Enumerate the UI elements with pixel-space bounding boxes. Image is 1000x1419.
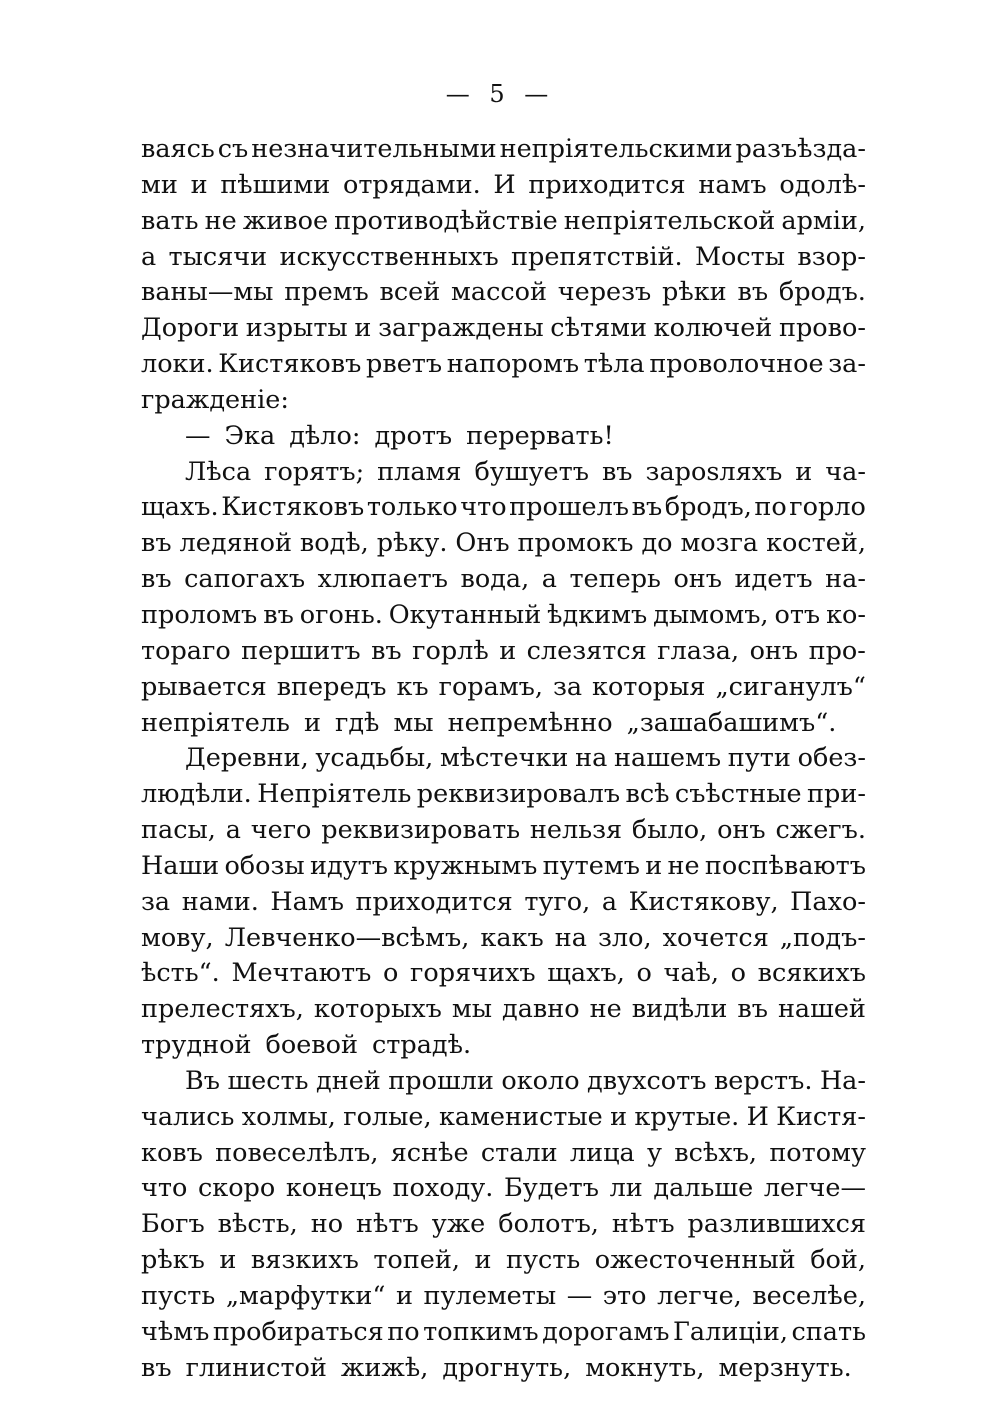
word: прово- [778,313,866,344]
word: страдѣ. [372,1030,472,1061]
word: а [541,564,557,595]
word: рветъ [366,349,443,380]
word: и [474,1245,492,1276]
word: и [354,313,372,344]
word: конецъ [285,1173,382,1204]
word: за [141,886,171,917]
text-line [141,204,866,240]
word: „зашабашимъ“. [626,707,837,738]
word: щахъ. [141,492,219,523]
word: пасы, [141,815,216,846]
word: колючей [653,313,773,344]
word: стали [480,1137,558,1168]
word: онъ [717,815,766,846]
text-line [141,634,866,670]
word: и [396,1281,413,1311]
word: легче— [763,1173,866,1204]
word: въ [631,492,663,523]
word: — [566,1281,593,1311]
word: слезятся [526,635,647,666]
word: пусть [141,1281,216,1311]
word: непріятель [141,707,290,738]
word: лица [569,1137,635,1168]
word: — [185,420,211,451]
word: спать [791,1316,866,1347]
word: препятствій. [511,241,683,272]
word: нами. [181,886,259,917]
word: съѣстные [674,779,802,810]
word: рѣкъ [141,1245,205,1276]
word: локи. [141,349,214,380]
word: заграждены [378,313,544,344]
word: ваясь [141,134,215,164]
word: что [460,492,507,523]
text-line [141,1207,866,1243]
word: отрядами. [342,169,481,200]
word: съ [217,134,249,164]
word: кружнымъ [393,850,538,881]
text-line [141,1064,866,1100]
word: приходится [355,886,513,917]
word: мову, [141,922,214,953]
word: а [225,815,241,846]
word: всѣхъ, [674,1137,758,1168]
word: непріятельской [563,205,776,236]
word: зарosляхъ [645,456,783,487]
word: горамъ, [438,671,543,702]
word: легче, [657,1281,742,1311]
word: каменистые [438,1101,603,1132]
word: ковъ [141,1137,203,1168]
text-line [141,1243,866,1279]
word: бой, [810,1245,866,1276]
word: изрыты [245,313,348,344]
word: ваны—мы [141,277,274,308]
word: поспѣваютъ [704,850,866,881]
word: дѣло: [289,420,361,451]
word: Непріятель [257,779,412,810]
word: въ [141,528,172,559]
word: гдѣ [334,707,380,738]
word: вѣсть, [217,1209,298,1240]
word: нельзя [529,815,623,846]
word: дымомъ, [653,599,769,630]
word: першитъ [241,635,361,666]
word: гражденіе: [141,384,289,415]
word: массой [451,277,547,308]
page-number-header: — 5 — [445,80,555,108]
text-line [141,598,866,634]
word: бродъ, [664,492,752,523]
word: реквизировать [321,815,521,846]
word: пробираться [212,1316,384,1347]
word: бродъ. [778,277,866,308]
word: живое [242,205,329,236]
text-line [141,849,866,885]
text-line [141,777,866,813]
word: веселѣе, [752,1281,866,1311]
word: холмы, [241,1101,336,1132]
word: сѣтями [550,313,647,344]
text-line [141,992,866,1028]
word: было, [631,815,708,846]
word: зло, [598,922,652,953]
word: трудной [141,1030,252,1061]
word: жижѣ, [340,1352,429,1383]
word: горятъ; [264,456,365,487]
word: одолѣ- [779,169,866,200]
word: Окутанный [388,599,542,630]
word: ледяной [179,528,292,559]
word: вязкихъ [250,1245,359,1276]
word: въ [141,1352,172,1383]
word: но [310,1209,344,1240]
word: прошелъ [509,492,630,523]
word: тысячи [168,241,268,272]
word: тѣла [583,349,645,380]
text-line [141,1171,866,1207]
word: мы [393,707,434,738]
word: въ [737,994,768,1025]
word: искусственныхъ [279,241,499,272]
word: про- [808,635,866,666]
text-line [141,490,866,526]
word: ли [609,1173,643,1204]
word: чѣмъ [141,1316,210,1347]
word: пути [727,743,791,774]
word: топей, [373,1245,460,1276]
word: арміи, [781,205,866,236]
word: черезъ [557,277,652,308]
word: и [303,707,321,738]
word: рывается [141,671,267,702]
word: на [554,922,587,953]
word: ча- [825,456,866,487]
word: крутые. [634,1101,740,1132]
word: за [552,671,583,702]
word: скоро [197,1173,276,1204]
word: сжегъ. [775,815,866,846]
word: туго, [524,886,591,917]
word: у [647,1137,663,1168]
word: противодѣйствіе [334,205,558,236]
word: походу. [392,1173,494,1204]
word: въ [601,456,633,487]
word: горячихъ [409,958,536,989]
word: на [575,743,608,774]
word: намъ [698,169,767,200]
word: ми [141,169,178,200]
word: двухсотъ [587,1065,707,1096]
word: и [219,1245,237,1276]
word: голые, [343,1101,432,1132]
word: шесть [227,1065,309,1096]
word: по [754,492,787,523]
text-line [141,956,866,992]
word: пусть [506,1245,581,1276]
word: мѣстечки [439,743,569,774]
word: ѣсть“. [141,958,220,989]
word: Дороги [141,313,240,344]
word: реквизировалъ [416,779,621,810]
word: видѣли [631,994,728,1025]
word: разъѣзда- [735,134,866,164]
word: Эка [224,420,276,451]
word: Левченко—всѣмъ, [224,922,470,953]
word: Кистяковъ [221,492,365,523]
word: давно [502,994,580,1025]
word: щахъ, [547,958,625,989]
word: пулеметы [423,1281,557,1311]
word: болотъ, [498,1209,599,1240]
word: о [636,958,652,989]
text-line [141,240,866,276]
word: премъ [284,277,369,308]
word: мокнуть, [585,1352,705,1383]
word: тораго [141,635,231,666]
word: проволочное [649,349,824,380]
word: Кистякову, [628,886,779,917]
word: горло [789,492,866,523]
text-line [141,383,866,419]
word: Кистяковъ [218,349,362,380]
word: глинистой [185,1352,327,1383]
word: Мосты [694,241,786,272]
text-line [141,921,866,957]
word: потому [769,1137,866,1168]
word: сапогахъ [184,564,306,595]
word: и [190,169,208,200]
word: нашей [777,994,866,1025]
word: до [641,528,673,559]
word: Наши [141,850,220,881]
word: перервать! [466,420,614,451]
word: Кистя- [776,1101,866,1132]
text-line [141,706,866,742]
text-line [141,670,866,706]
word: мозга [680,528,759,559]
word: вода, [460,564,530,595]
word: къ [396,671,429,702]
text-line [141,132,866,168]
word: людѣли. [141,779,252,810]
word: Галиціи, [673,1316,788,1347]
text-line [141,741,866,777]
word: въ [737,277,769,308]
word: Лѣса [185,456,252,487]
word: пѣшими [220,169,331,200]
word: по [387,1316,420,1347]
text-line [141,1136,866,1172]
word: хочется [662,922,769,953]
word: Намъ [270,886,344,917]
word: нашемъ [614,743,722,774]
word: и [645,850,663,881]
word: которыя [592,671,706,702]
word: только [366,492,458,523]
word: не [667,850,700,881]
word: въ [141,564,172,595]
word: дальше [653,1173,754,1204]
word: Будетъ [504,1173,599,1204]
word: обез- [797,743,866,774]
word: уже [431,1209,486,1240]
text-line [141,562,866,598]
word: непремѣнно [447,707,613,738]
word: напоромъ [446,349,580,380]
text-line [141,419,866,455]
word: яснѣе [390,1137,469,1168]
word: непріятельскими [499,134,733,164]
word: рѣку. [376,528,448,559]
word: при- [807,779,866,810]
word: Деревни, [185,743,309,774]
word: разлившихся [687,1209,866,1240]
word: отъ [774,599,821,630]
word: прелестяхъ, [141,994,304,1025]
text-line [141,1351,866,1387]
word: ѣдкимъ [547,599,648,630]
word: идутъ [309,850,389,881]
body-text [141,132,866,1387]
word: чего [250,815,312,846]
word: а [141,241,157,272]
word: Мечтаютъ [231,958,372,989]
word: бушуетъ [474,456,589,487]
word: „сиганулъ“ [715,671,866,702]
word: пламя [377,456,462,487]
word: верстъ. [713,1065,813,1096]
word: И [746,1101,769,1132]
word: около [501,1065,580,1096]
word: дней [316,1065,381,1096]
word: Богъ [141,1209,205,1240]
word: повеселѣлъ, [215,1137,379,1168]
word: о [730,958,747,989]
word: водѣ, [299,528,369,559]
word: дротъ [374,420,453,451]
word: онъ [749,635,799,666]
word: теперь [569,564,661,595]
word: всѣ [625,779,670,810]
word: ко- [826,599,866,630]
word: глаза, [657,635,740,666]
word: мерзнуть. [718,1352,852,1383]
word: вать [141,205,199,236]
text-line [141,275,866,311]
word: боевой [265,1030,358,1061]
word: о [382,958,399,989]
word: „марфутки“ [225,1281,386,1311]
text-line [141,347,866,383]
word: и [499,635,517,666]
word: Пахо- [790,886,866,917]
word: И [493,169,516,200]
word: за- [828,349,866,380]
text-line [141,1028,866,1064]
word: что [141,1173,188,1204]
word: топкимъ [423,1316,539,1347]
text-line [141,1279,866,1315]
word: идетъ [734,564,813,595]
word: мы [451,994,493,1025]
text-line [141,311,866,347]
word: всей [379,277,441,308]
word: на- [825,564,866,595]
text-line [141,1100,866,1136]
text-line [141,168,866,204]
word: Въ [185,1065,220,1096]
word: не [589,994,622,1025]
word: путемъ [542,850,640,881]
word: впередъ [276,671,387,702]
word: нѣтъ [611,1209,675,1240]
word: и [610,1101,628,1132]
word: незначительными [251,134,497,164]
text-line [141,1315,866,1351]
word: нѣтъ [356,1209,419,1240]
word: какъ [480,922,544,953]
word: въ [263,599,294,630]
word: ожесточенный [594,1245,796,1276]
word: дрогнуть, [442,1352,572,1383]
word: и [795,456,813,487]
word: промокъ [517,528,634,559]
word: огонь. [299,599,383,630]
word: дорогамъ [542,1316,670,1347]
word: обозы [224,850,305,881]
text-line [141,455,866,491]
text-line [141,526,866,562]
text-line [141,813,866,849]
word: въ [371,635,402,666]
word: усадьбы, [315,743,434,774]
word: Онъ [455,528,510,559]
word: На- [819,1065,866,1096]
word: это [602,1281,647,1311]
word: горлѣ [412,635,489,666]
word: хлюпаетъ [317,564,449,595]
word: которыхъ [313,994,442,1025]
word: а [601,886,618,917]
word: костей, [766,528,866,559]
word: „подъ- [779,922,866,953]
word: прошли [388,1065,494,1096]
word: проломъ [141,599,258,630]
word: приходится [528,169,686,200]
word: чались [141,1101,235,1132]
word: чаѣ, [663,958,720,989]
word: рѣки [662,277,727,308]
word: всякихъ [757,958,866,989]
word: не [204,205,237,236]
text-line [141,885,866,921]
word: онъ [673,564,723,595]
word: взор- [797,241,866,272]
